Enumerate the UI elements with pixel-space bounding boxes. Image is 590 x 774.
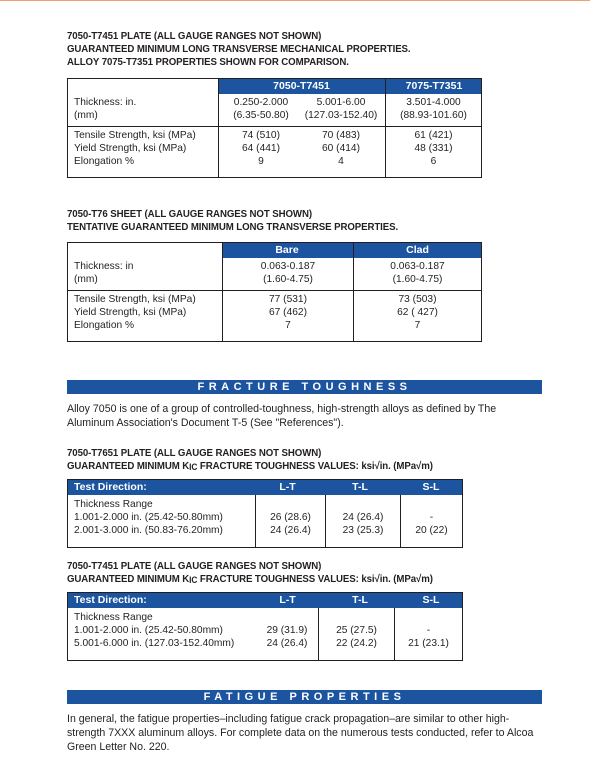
t7651-header-lt: L-T — [279, 481, 296, 493]
t7651-header-direction: Test Direction: — [74, 481, 147, 493]
sheet-props-bare: 77 (531) 67 (462) 7 — [269, 294, 307, 331]
plate-header-7050: 7050-T7451 — [273, 80, 330, 92]
sheet-header-clad: Clad — [406, 244, 429, 256]
sheet-header-bare: Bare — [275, 244, 299, 256]
plate-props-7050-a: 74 (510) 64 (441) 9 — [242, 130, 280, 167]
t7451-table-header — [68, 593, 462, 608]
plate-thickness-7050-b: 5.001-6.00 (127.03-152.40) — [304, 97, 378, 121]
t7451-heading: 7050-T7451 PLATE (ALL GAUGE RANGES NOT SHOWN) GUARANTEED MINIMUM KIC FRACTURE TOUGHNESS VALUES: ksi√in. (MPa√m) — [67, 561, 433, 585]
t7651-heading: 7050-T7651 PLATE (ALL GAUGE RANGES NOT SHOWN) GUARANTEED MINIMUM KIC FRACTURE TOUGHNESS VALUES: ksi√in. (MPa√m) — [67, 448, 433, 472]
t7651-lt-values: 26 (28.6) 24 (26.4) — [270, 512, 311, 536]
plate-header-7075: 7075-T7351 — [405, 80, 463, 92]
plate-props-7050-b: 70 (483) 60 (414) 4 — [322, 130, 360, 167]
sheet-heading: 7050-T76 SHEET (ALL GAUGE RANGES NOT SHOWN) TENTATIVE GUARANTEED MINIMUM LONG TRANSVERSE PROPERTIES. — [67, 209, 399, 233]
sheet-props-clad: 73 (503) 62 ( 427) 7 — [397, 294, 438, 331]
t7451-tl-values: 25 (27.5) 22 (24.2) — [336, 625, 377, 649]
t7451-header-sl: S-L — [422, 594, 440, 606]
fatigue-properties-banner: FATIGUE PROPERTIES — [67, 690, 542, 704]
plate-thickness-label: Thickness: in. (mm) — [74, 97, 137, 121]
t7451-header-tl: T-L — [352, 594, 368, 606]
plate-thickness-7075: 3.501-4.000 (88.93-101.60) — [400, 97, 467, 121]
t7651-range-column: Thickness Range 1.001-2.000 in. (25.42-50.80mm) 2.001-3.000 in. (50.83-76.20mm) — [74, 499, 223, 536]
sheet-thickness-bare: 0.063-0.187 (1.60-4.75) — [260, 261, 316, 285]
top-rule — [0, 0, 590, 1]
fatigue-text: In general, the fatigue properties–including fatigue crack propagation–are similar to other high-strength 7XXX aluminum alloys. For complete data on the numerous tests conducted, refer to Alcoa Green Letter No. 220. — [67, 713, 534, 753]
plate-thickness-7050-a: 0.250-2.000 (6.35-50.80) — [233, 97, 289, 121]
fracture-toughness-banner: FRACTURE TOUGHNESS — [67, 380, 542, 394]
t7451-lt-values: 29 (31.9) 24 (26.4) — [266, 625, 308, 649]
sheet-property-labels: Tensile Strength, ksi (MPa) Yield Strength, ksi (MPa) Elongation % — [74, 294, 196, 331]
t7651-tl-values: 24 (26.4) 23 (25.3) — [342, 512, 384, 536]
t7651-header-tl: T-L — [352, 481, 368, 493]
t7451-header-direction: Test Direction: — [74, 594, 147, 606]
plate-property-labels: Tensile Strength, ksi (MPa) Yield Strength, ksi (MPa) Elongation % — [74, 130, 196, 167]
plate-properties-table — [67, 78, 482, 178]
t7651-sl-values: - 20 (22) — [415, 512, 448, 536]
sheet-thickness-label: Thickness: in (mm) — [74, 261, 134, 285]
fracture-intro-text: Alloy 7050 is one of a group of controlled-toughness, high-strength alloys as defined by The Aluminum Association's Document T-5 (See "References"). — [67, 403, 497, 429]
t7451-sl-values: - 21 (23.1) — [408, 625, 449, 649]
t7651-header-sl: S-L — [422, 481, 440, 493]
t7451-toughness-table — [67, 592, 463, 661]
plate-props-7075: 61 (421) 48 (331) 6 — [414, 130, 453, 167]
plate-heading: 7050-T7451 PLATE (ALL GAUGE RANGES NOT SHOWN) GUARANTEED MINIMUM LONG TRANSVERSE MECHANICAL PROPERTIES. ALLOY 7075-T7351 PROPERTIES SHOWN FOR COMPARISON. — [67, 31, 411, 68]
plate-table-header — [218, 79, 481, 94]
t7451-header-lt: L-T — [279, 594, 296, 606]
sheet-thickness-clad: 0.063-0.187 (1.60-4.75) — [390, 261, 445, 285]
t7651-table-header — [68, 480, 462, 495]
sheet-table-header — [222, 243, 481, 258]
sheet-properties-table — [67, 242, 482, 342]
t7451-range-column: Thickness Range 1.001-2.000 in. (25.42-50.80mm) 5.001-6.000 in. (127.03-152.40mm) — [74, 612, 235, 649]
t7651-toughness-table — [67, 479, 463, 548]
